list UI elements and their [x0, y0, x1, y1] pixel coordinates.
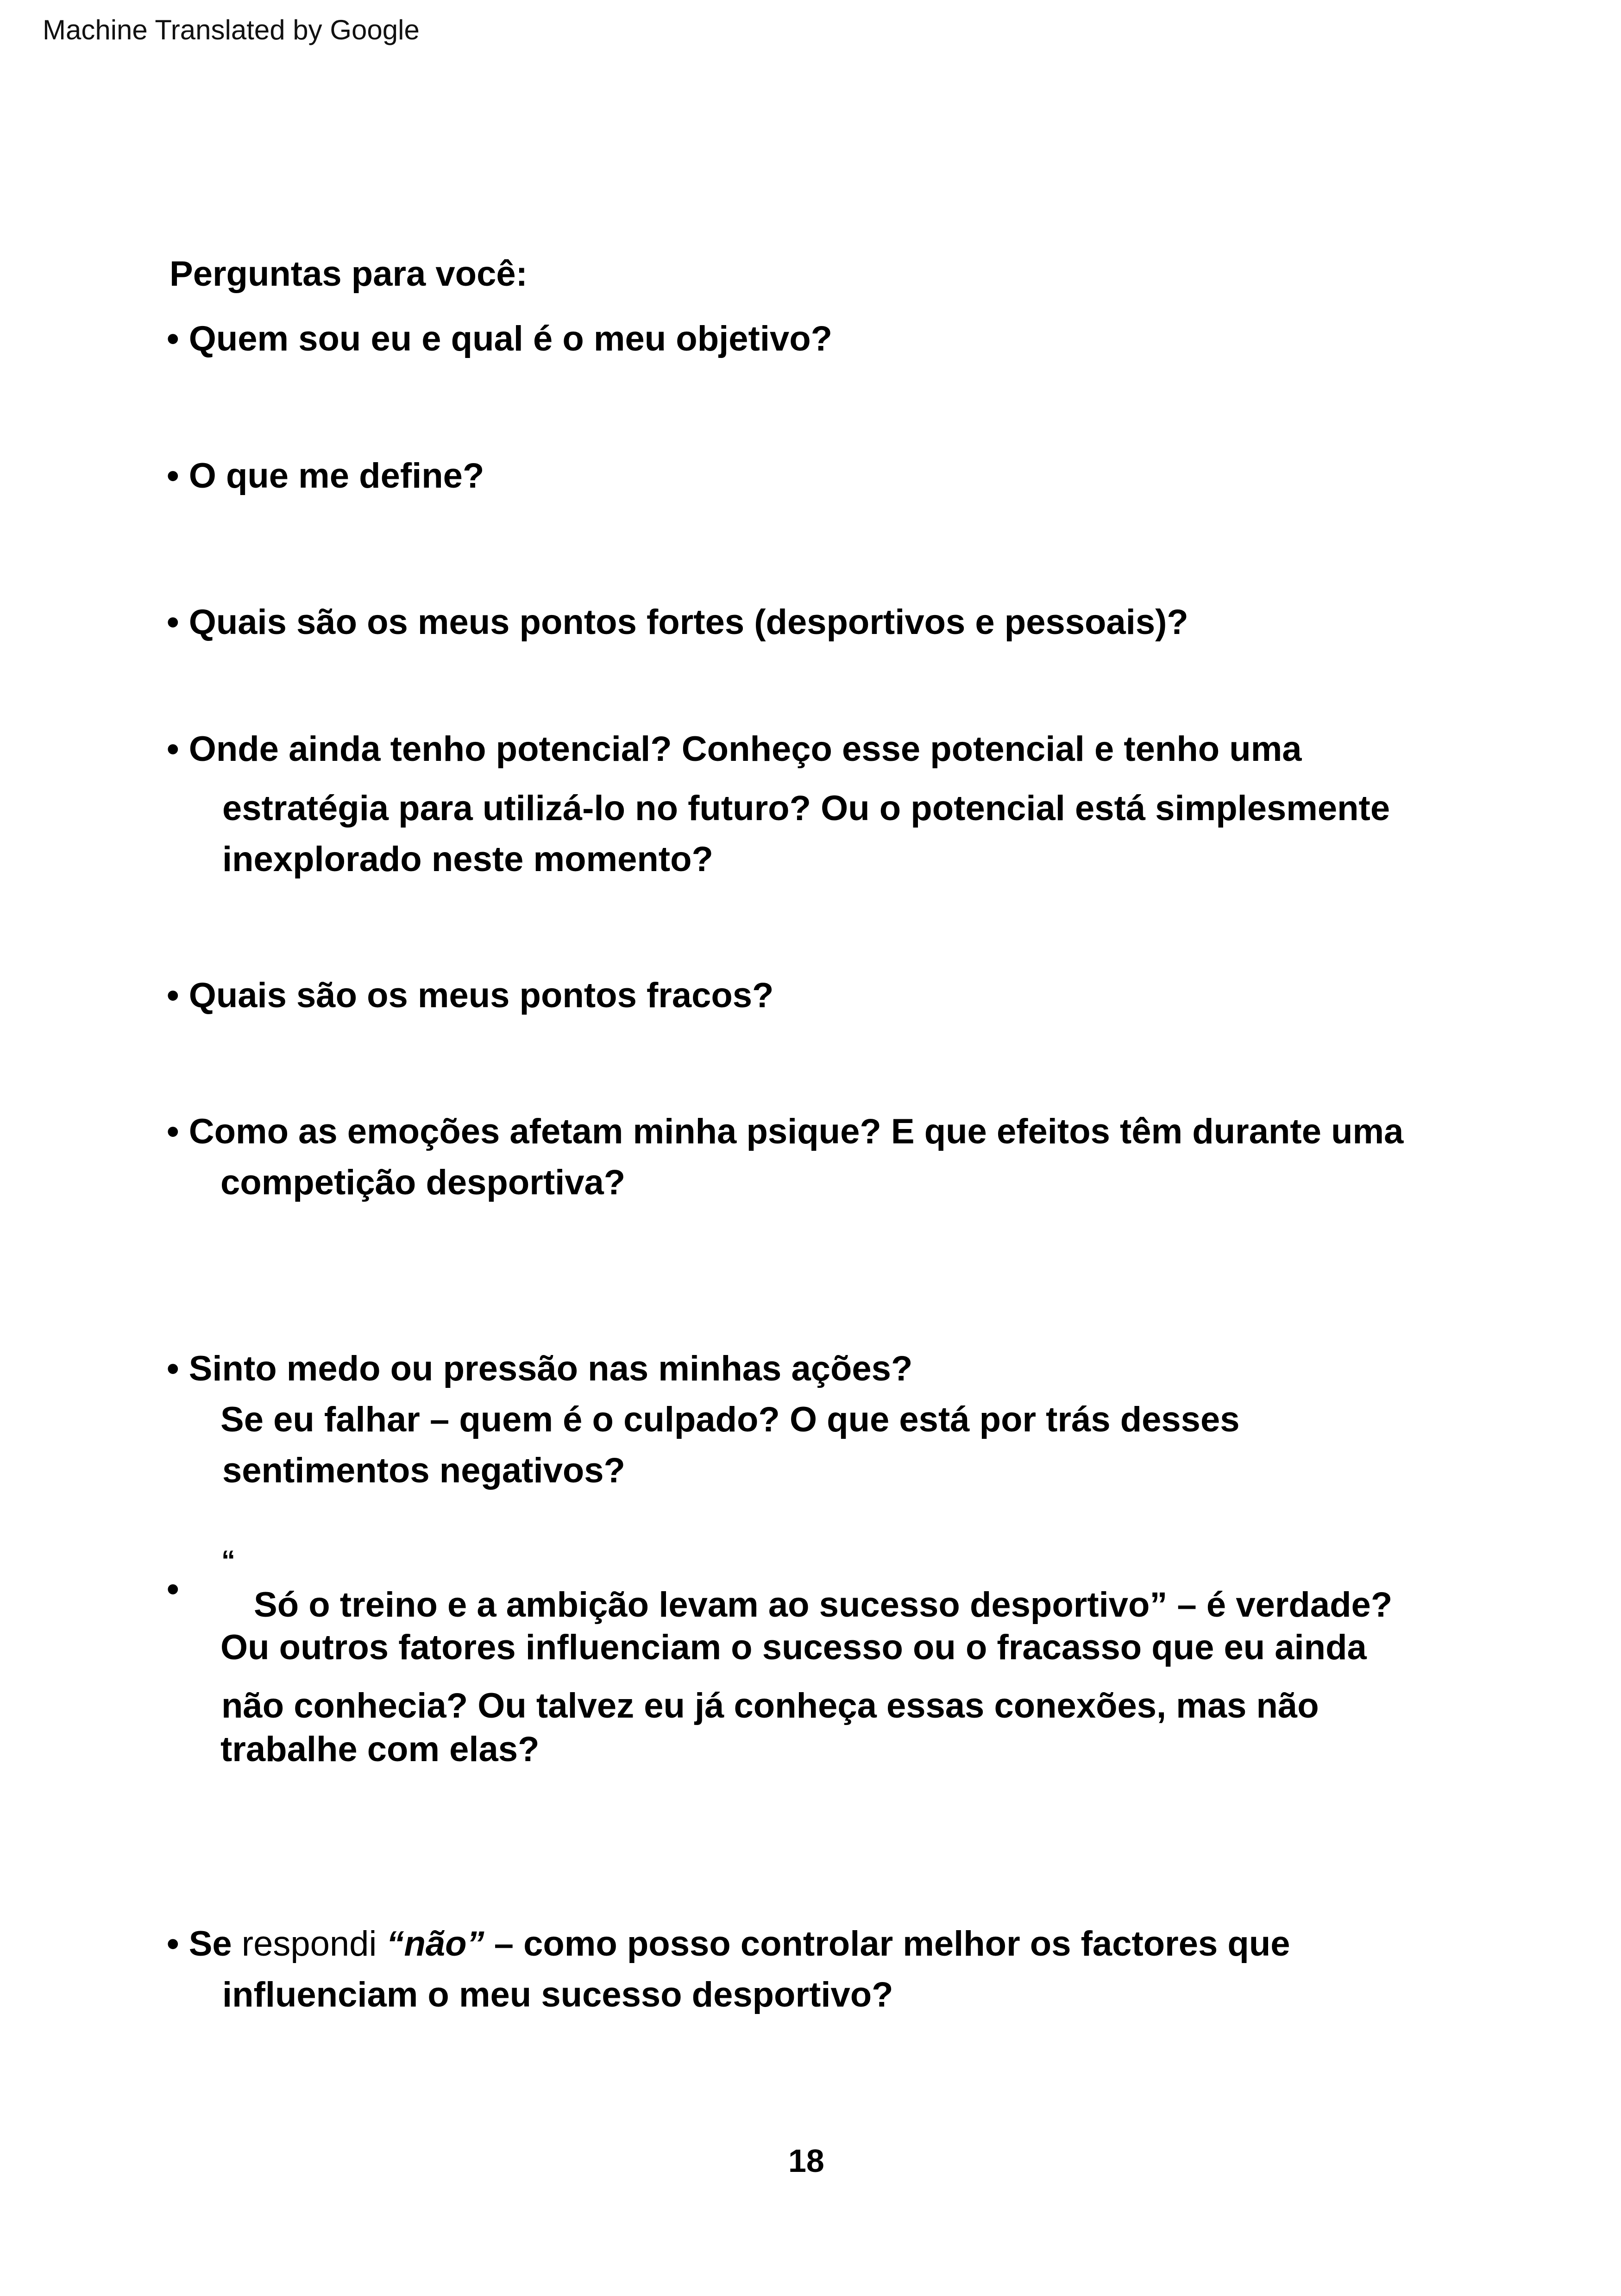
question-9-line-2: influenciam o meu sucesso desportivo?: [222, 1975, 893, 2014]
question-1: • Quem sou eu e qual é o meu objetivo?: [167, 319, 833, 358]
question-9-regular-text: respondi: [241, 1924, 387, 1964]
question-8-line-2: Ou outros fatores influenciam o sucesso ou o fracasso que eu ainda: [220, 1628, 1367, 1667]
page-title: Perguntas para você:: [170, 254, 528, 294]
question-4-line-2: estratégia para utilizá-lo no futuro? Ou o potencial está simplesmente: [222, 789, 1390, 828]
page-number: 18: [788, 2143, 824, 2179]
question-8-open-quote: “: [221, 1545, 235, 1576]
question-9-emphasis: “não”: [386, 1924, 484, 1964]
question-3: • Quais são os meus pontos fortes (desportivos e pessoais)?: [167, 602, 1188, 642]
question-7-line-1: • Sinto medo ou pressão nas minhas ações?: [167, 1349, 913, 1388]
question-2: • O que me define?: [167, 456, 484, 496]
question-5: • Quais são os meus pontos fracos?: [167, 976, 774, 1015]
question-4-line-3: inexplorado neste momento?: [222, 840, 713, 879]
question-4-line-1: • Onde ainda tenho potencial? Conheço esse potencial e tenho uma: [167, 729, 1302, 769]
machine-translation-note: Machine Translated by Google: [43, 14, 420, 45]
question-9-prefix: • Se: [167, 1924, 242, 1964]
question-8-line-3: não conhecia? Ou talvez eu já conheça essas conexões, mas não: [221, 1686, 1319, 1725]
question-8-line-4: trabalhe com elas?: [220, 1730, 540, 1769]
question-8-line-1: Só o treino e a ambição levam ao sucesso desportivo” – é verdade?: [254, 1585, 1393, 1625]
question-9-rest: – como posso controlar melhor os factores que: [484, 1924, 1290, 1964]
question-7-line-3: sentimentos negativos?: [222, 1451, 625, 1490]
question-8-bullet: •: [167, 1569, 179, 1609]
question-9-line-1: [167, 1926, 1290, 1962]
question-6-line-2: competição desportiva?: [220, 1163, 626, 1202]
question-6-line-1: • Como as emoções afetam minha psique? E que efeitos têm durante uma: [167, 1112, 1404, 1151]
question-7-line-2: Se eu falhar – quem é o culpado? O que está por trás desses: [220, 1400, 1240, 1439]
